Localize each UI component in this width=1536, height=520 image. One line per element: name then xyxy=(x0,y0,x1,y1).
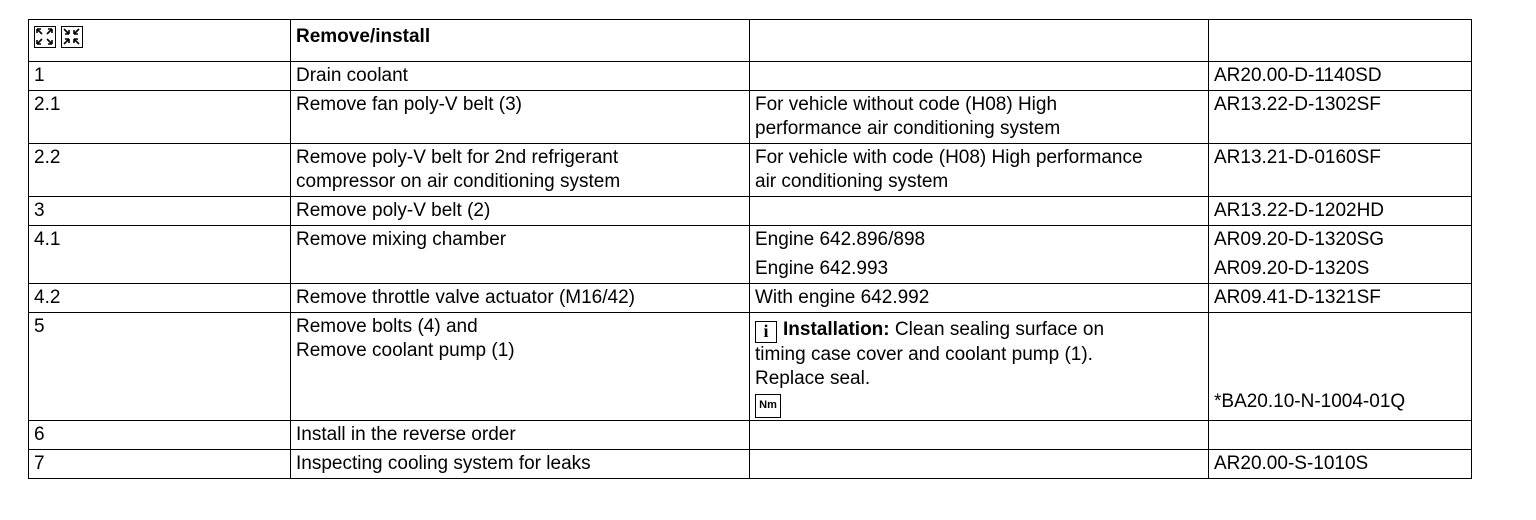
step-note xyxy=(750,197,1209,226)
note-line: Engine 642.896/898 xyxy=(755,229,926,250)
installation-text: Replace seal. xyxy=(755,368,871,389)
step-reference-link[interactable]: AR13.21-D-0160SF xyxy=(1209,144,1472,197)
step-reference-link xyxy=(1209,421,1472,450)
table-row xyxy=(29,421,1472,450)
table-row xyxy=(29,144,1472,197)
step-number: 2.1 xyxy=(29,91,291,144)
step-reference-link[interactable]: *BA20.10-N-1004-01Q xyxy=(1214,391,1406,412)
table-row xyxy=(29,313,1472,421)
note-line: For vehicle with code (H08) High performance xyxy=(755,147,1143,168)
step-note xyxy=(750,144,1209,197)
step-reference-link[interactable]: AR13.22-D-1202HD xyxy=(1209,197,1472,226)
step-action: Install in the reverse order xyxy=(291,421,750,450)
step-action xyxy=(291,144,750,197)
step-number: 4.1 xyxy=(29,226,291,284)
table-row xyxy=(29,62,1472,91)
procedure-table xyxy=(28,19,1472,479)
header-empty-ref xyxy=(1209,20,1472,62)
step-action: Remove mixing chamber xyxy=(291,226,750,284)
step-reference-cell xyxy=(1209,226,1472,284)
installation-note-line xyxy=(755,318,1203,343)
header-row xyxy=(29,20,1472,62)
step-reference-link[interactable]: AR09.20-D-1320SG xyxy=(1214,229,1385,250)
step-note: With engine 642.992 xyxy=(750,284,1209,313)
step-number: 1 xyxy=(29,62,291,91)
step-action: Drain coolant xyxy=(291,62,750,91)
step-note xyxy=(750,91,1209,144)
step-reference-link[interactable]: AR13.22-D-1302SF xyxy=(1209,91,1472,144)
table-row xyxy=(29,450,1472,479)
exploded-view-icon[interactable] xyxy=(34,26,56,48)
note-line: For vehicle without code (H08) High xyxy=(755,94,1058,115)
step-note xyxy=(750,62,1209,91)
step-number: 3 xyxy=(29,197,291,226)
header-icons-cell xyxy=(29,20,291,62)
table-row xyxy=(29,91,1472,144)
step-action: Remove throttle valve actuator (M16/42) xyxy=(291,284,750,313)
step-note xyxy=(750,313,1209,421)
action-line: Remove bolts (4) and xyxy=(296,316,478,337)
info-icon[interactable]: i xyxy=(755,321,777,343)
step-number: 2.2 xyxy=(29,144,291,197)
step-action xyxy=(291,313,750,421)
collapsed-view-icon[interactable] xyxy=(61,26,83,48)
step-reference-link[interactable]: AR09.20-D-1320S xyxy=(1214,258,1370,279)
table-row xyxy=(29,226,1472,284)
step-note xyxy=(750,226,1209,284)
action-line: compressor on air conditioning system xyxy=(296,171,621,192)
table-row xyxy=(29,284,1472,313)
installation-text: timing case cover and coolant pump (1). xyxy=(755,344,1093,365)
step-note xyxy=(750,450,1209,479)
step-action: Inspecting cooling system for leaks xyxy=(291,450,750,479)
step-note xyxy=(750,421,1209,450)
step-action: Remove poly-V belt (2) xyxy=(291,197,750,226)
table-row xyxy=(29,197,1472,226)
note-line: Engine 642.993 xyxy=(755,258,889,279)
step-number: 4.2 xyxy=(29,284,291,313)
torque-nm-icon[interactable]: Nm xyxy=(755,394,781,418)
step-action: Remove fan poly-V belt (3) xyxy=(291,91,750,144)
step-reference-link[interactable]: AR20.00-S-1010S xyxy=(1209,450,1472,479)
step-number: 7 xyxy=(29,450,291,479)
step-reference-cell xyxy=(1209,313,1472,421)
installation-label: Installation: xyxy=(783,319,890,340)
installation-text: Clean sealing surface on xyxy=(889,319,1105,340)
step-reference-link[interactable]: AR09.41-D-1321SF xyxy=(1209,284,1472,313)
step-number: 6 xyxy=(29,421,291,450)
note-line: air conditioning system xyxy=(755,171,949,192)
step-reference-link[interactable]: AR20.00-D-1140SD xyxy=(1209,62,1472,91)
action-line: Remove poly-V belt for 2nd refrigerant xyxy=(296,147,619,168)
header-title: Remove/install xyxy=(291,20,750,62)
action-line: Remove coolant pump (1) xyxy=(296,340,515,361)
note-line: performance air conditioning system xyxy=(755,118,1061,139)
step-number: 5 xyxy=(29,313,291,421)
header-empty-note xyxy=(750,20,1209,62)
